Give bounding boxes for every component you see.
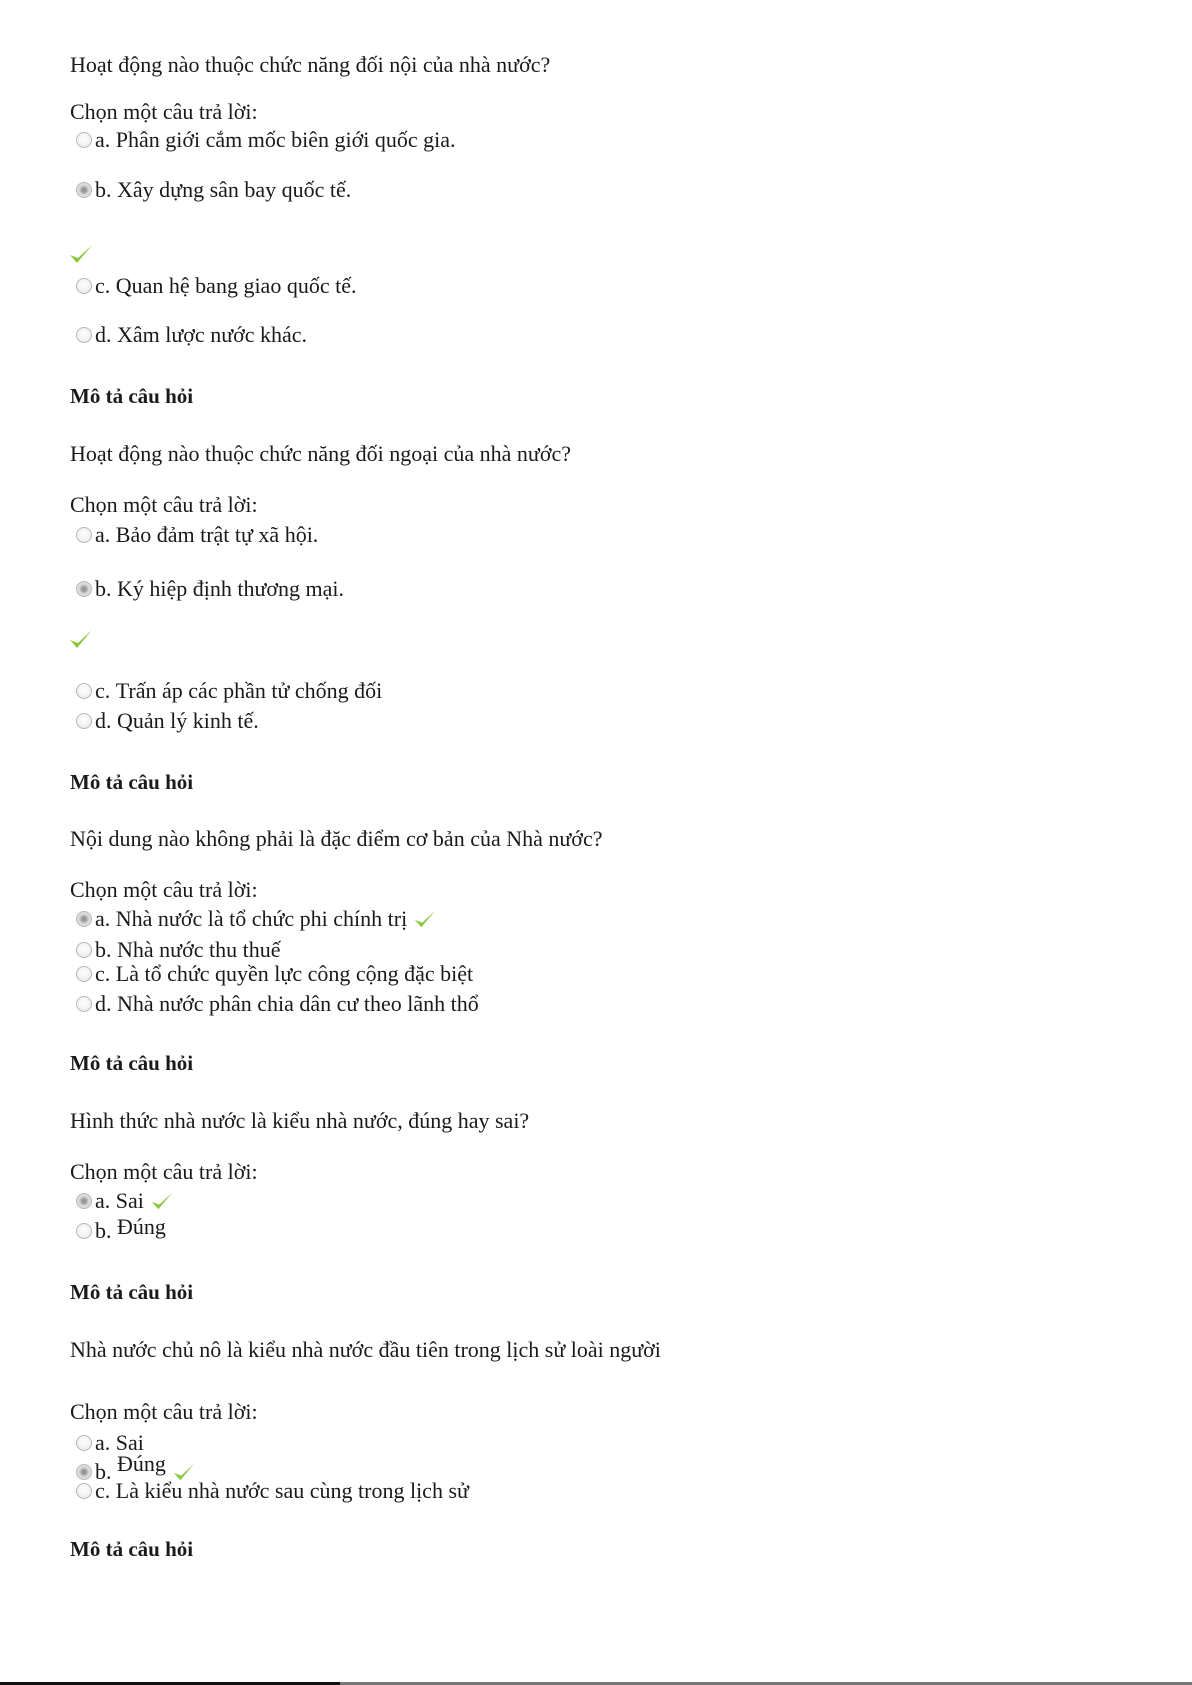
question-5-text: Nhà nước chủ nô là kiểu nhà nước đầu tiên trong lịch sử loài người — [70, 1337, 661, 1362]
question-1-option-d[interactable] — [76, 322, 307, 348]
option-text: Quản lý kinh tế. — [117, 708, 259, 733]
option-letter: d. — [95, 991, 112, 1016]
radio-button[interactable] — [76, 1435, 92, 1451]
question-4-option-a[interactable] — [76, 1188, 174, 1214]
question-1-text: Hoạt động nào thuộc chức năng đối nội của nhà nước? — [70, 52, 551, 77]
question-3-option-b[interactable] — [76, 937, 280, 963]
question-1-option-b[interactable] — [76, 177, 351, 203]
option-text: Sai — [115, 1430, 144, 1455]
question-2-text: Hoạt động nào thuộc chức năng đối ngoại của nhà nước? — [70, 441, 571, 466]
option-text: Sai — [115, 1188, 144, 1213]
option-letter: d. — [95, 708, 112, 733]
option-letter: a. — [95, 127, 111, 152]
option-letter: c. — [95, 1478, 111, 1503]
question-2-option-a[interactable] — [76, 522, 318, 548]
option-text: Nhà nước thu thuế — [117, 937, 281, 962]
question-3-option-d[interactable] — [76, 991, 479, 1017]
option-text: Là kiểu nhà nước sau cùng trong lịch sử — [115, 1478, 469, 1503]
radio-button[interactable] — [76, 942, 92, 958]
question-4-text: Hình thức nhà nước là kiểu nhà nước, đúng hay sai? — [70, 1108, 530, 1133]
option-letter: a. — [95, 1430, 111, 1455]
option-text: Phân giới cắm mốc biên giới quốc gia. — [115, 127, 456, 152]
question-3-prompt: Chọn một câu trả lời: — [70, 877, 258, 902]
question-3-text: Nội dung nào không phải là đặc điểm cơ bản của Nhà nước? — [70, 826, 603, 851]
option-letter: b. — [95, 1459, 112, 1484]
question-4-prompt: Chọn một câu trả lời: — [70, 1159, 258, 1184]
radio-button[interactable] — [76, 132, 92, 148]
radio-button[interactable] — [76, 1223, 92, 1239]
option-text: Xâm lược nước khác. — [117, 322, 308, 347]
radio-button-selected[interactable] — [76, 182, 92, 198]
question-1-option-c[interactable] — [76, 273, 356, 299]
question-5-description-label: Mô tả câu hỏi — [70, 1537, 194, 1561]
question-2-prompt: Chọn một câu trả lời: — [70, 492, 258, 517]
option-letter: c. — [95, 961, 111, 986]
checkmark-icon — [413, 908, 437, 930]
option-text: Bảo đảm trật tự xã hội. — [115, 522, 319, 547]
option-text: Nhà nước phân chia dân cư theo lãnh thổ — [117, 991, 479, 1016]
radio-button[interactable] — [76, 996, 92, 1012]
question-2-option-c[interactable] — [76, 678, 382, 704]
radio-button[interactable] — [76, 713, 92, 729]
question-5-option-c[interactable] — [76, 1478, 469, 1504]
option-text: Quan hệ bang giao quốc tế. — [115, 273, 357, 298]
radio-button-selected[interactable] — [76, 581, 92, 597]
question-5-prompt: Chọn một câu trả lời: — [70, 1399, 258, 1424]
question-4-option-b[interactable] — [76, 1214, 166, 1244]
question-2-option-d[interactable] — [76, 708, 259, 734]
radio-button[interactable] — [76, 683, 92, 699]
option-letter: d. — [95, 322, 112, 347]
option-text: Nhà nước là tổ chức phi chính trị — [115, 906, 408, 931]
question-1-description-label: Mô tả câu hỏi — [70, 384, 194, 408]
question-2-description-label: Mô tả câu hỏi — [70, 770, 194, 794]
option-letter: b. — [95, 576, 112, 601]
option-text: Trấn áp các phần tử chống đối — [115, 678, 383, 703]
radio-button[interactable] — [76, 966, 92, 982]
question-3-option-c[interactable] — [76, 961, 473, 987]
checkmark-icon — [150, 1190, 174, 1212]
question-3-option-a[interactable] — [76, 906, 437, 932]
option-text: Đúng — [117, 1451, 166, 1476]
option-letter: c. — [95, 273, 111, 298]
question-3-description-label: Mô tả câu hỏi — [70, 1051, 194, 1075]
option-text: Đúng — [117, 1214, 166, 1239]
option-letter: b. — [95, 1218, 112, 1243]
question-1-prompt: Chọn một câu trả lời: — [70, 99, 258, 124]
option-text: Là tổ chức quyền lực công cộng đặc biệt — [115, 961, 474, 986]
radio-button[interactable] — [76, 278, 92, 294]
checkmark-icon — [68, 627, 94, 651]
checkmark-icon — [68, 242, 94, 266]
radio-button[interactable] — [76, 1483, 92, 1499]
option-letter: a. — [95, 1188, 111, 1213]
radio-button[interactable] — [76, 527, 92, 543]
option-letter: a. — [95, 522, 111, 547]
question-2-option-b[interactable] — [76, 576, 344, 602]
question-4-description-label: Mô tả câu hỏi — [70, 1280, 194, 1304]
option-text: Ký hiệp định thương mại. — [117, 576, 345, 601]
radio-button-selected[interactable] — [76, 911, 92, 927]
option-letter: a. — [95, 906, 111, 931]
option-letter: c. — [95, 678, 111, 703]
option-letter: b. — [95, 177, 112, 202]
question-1-option-a[interactable] — [76, 127, 456, 153]
radio-button-selected[interactable] — [76, 1193, 92, 1209]
radio-button[interactable] — [76, 327, 92, 343]
option-letter: b. — [95, 937, 112, 962]
option-text: Xây dựng sân bay quốc tế. — [117, 177, 352, 202]
